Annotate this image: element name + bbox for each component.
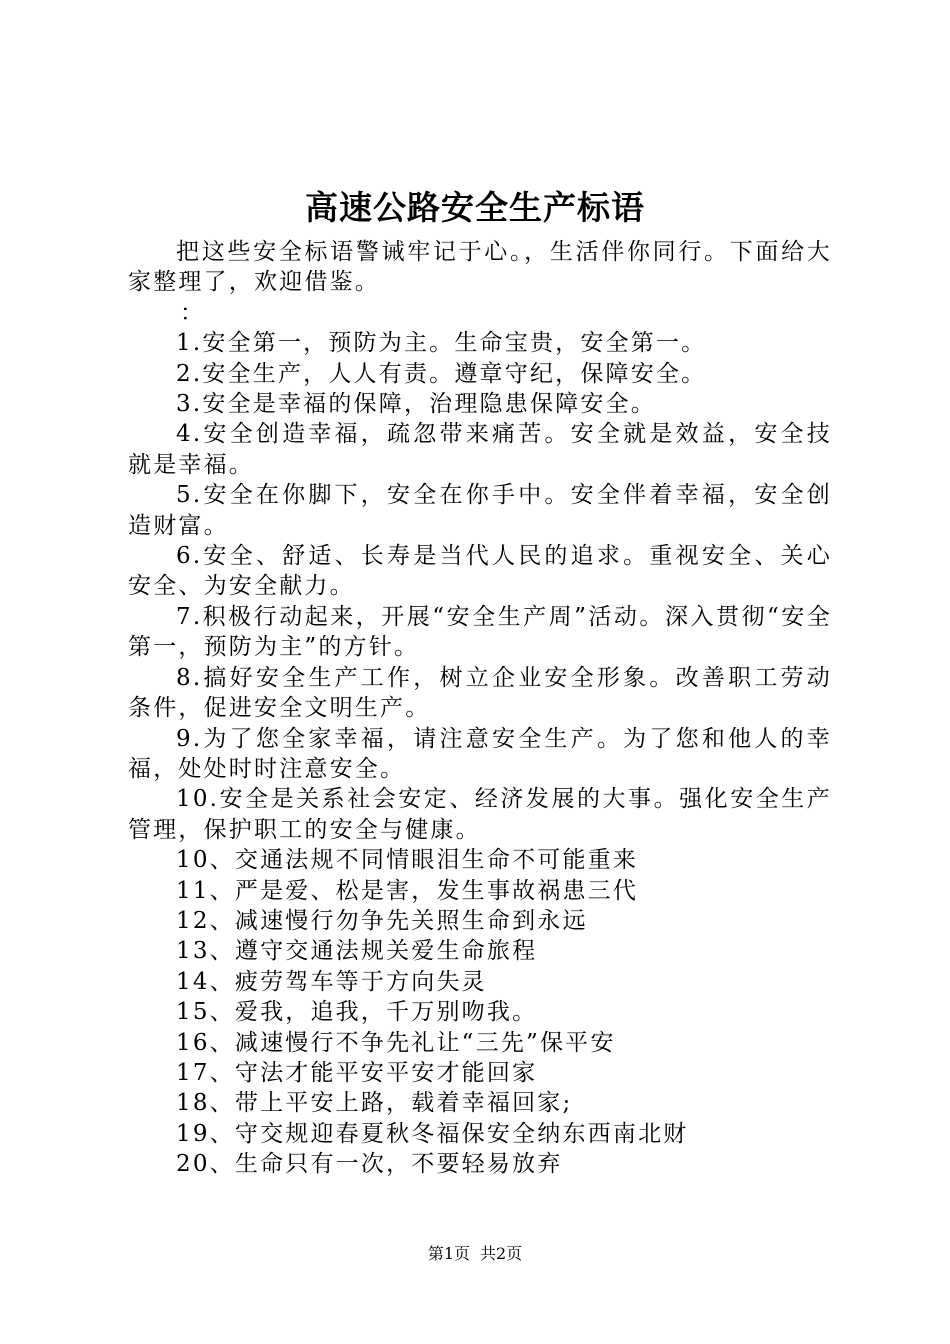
list-item: 9.为了您全家幸福，请注意安全生产。为了您和他人的幸福，处处时时注意安全。 [128, 725, 832, 782]
colon-line: ： [180, 299, 206, 326]
list-item: 15、爱我，追我，千万别吻我。 [176, 999, 538, 1026]
page-footer [0, 1244, 950, 1264]
page-number: 第1页 [427, 1244, 470, 1263]
list-item: 8.搞好安全生产工作，树立企业安全形象。改善职工劳动条件，促进安全文明生产。 [128, 664, 832, 722]
list-item: 13、遵守交通法规关爱生命旅程 [176, 938, 538, 965]
intro-paragraph: 把这些安全标语警诫牢记于心。，生活伴你同行。下面给大家整理了，欢迎借鉴。 [128, 239, 832, 296]
document-body [128, 237, 832, 1180]
list-item: 10、交通法规不同情眼泪生命不可能重来 [176, 847, 639, 874]
list-item: 16、减速慢行不争先礼让“三先”保平安 [176, 1029, 616, 1056]
list-item: 12、减速慢行勿争先关照生命到永远 [176, 907, 588, 934]
list-item: 18、带上平安上路，载着幸福回家; [176, 1090, 573, 1117]
list-item: 6.安全、舒适、长寿是当代人民的追求。重视安全、关心安全、为安全献力。 [128, 543, 832, 600]
list-item: 3.安全是幸福的保障，治理隐患保障安全。 [176, 391, 656, 418]
list-item: 4.安全创造幸福，疏忽带来痛苦。安全就是效益，安全技就是幸福。 [128, 421, 832, 478]
list-item: 2.安全生产，人人有责。遵章守纪，保障安全。 [176, 360, 707, 387]
list-item: 7.积极行动起来，开展“安全生产周”活动。深入贯彻“安全第一，预防为主”的方针。 [128, 603, 832, 661]
list-item: 5.安全在你脚下，安全在你手中。安全伴着幸福，安全创造财富。 [128, 482, 832, 539]
list-item: 17、守法才能平安平安才能回家 [176, 1059, 538, 1086]
page-total: 共2页 [480, 1244, 523, 1263]
page-title: 高速公路安全生产标语 [305, 188, 645, 227]
list-item: 11、严是爱、松是害，发生事故祸患三代 [176, 877, 639, 904]
list-item: 19、守交规迎春夏秋冬福保安全纳东西南北财 [176, 1120, 689, 1147]
list-item: 14、疲劳驾车等于方向失灵 [176, 968, 487, 995]
list-item: 1.安全第一，预防为主。生命宝贵，安全第一。 [176, 330, 707, 357]
list-item: 20、生命只有一次，不要轻易放弃 [176, 1151, 563, 1178]
list-item: 10.安全是关系社会安定、经济发展的大事。强化安全生产管理，保护职工的安全与健康。 [128, 786, 832, 843]
